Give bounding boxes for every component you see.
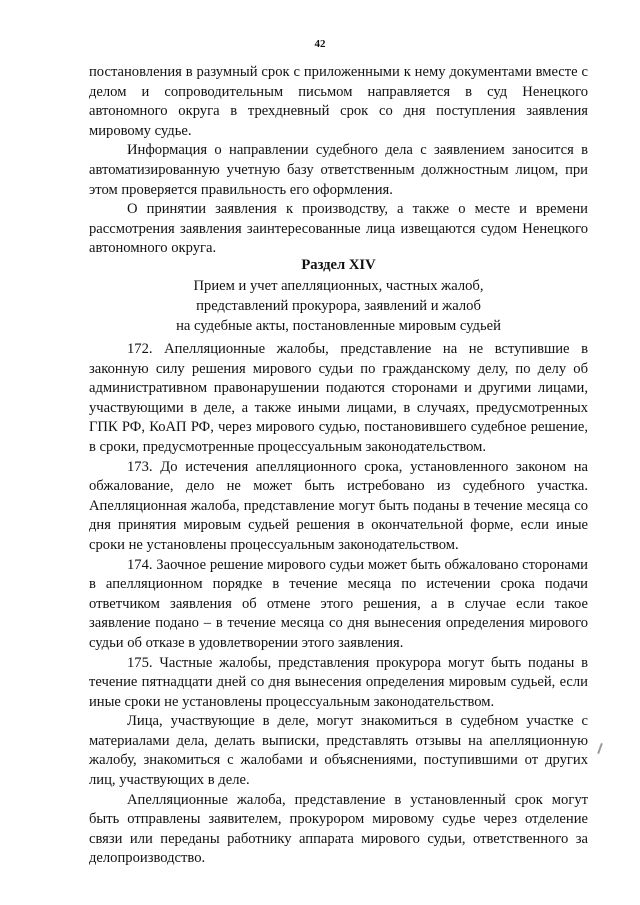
intro-text (89, 63, 588, 259)
clause-173: 173. До истечения апелляционного срока, установленного законом на обжалование, дело не может быть истребовано из судебного участка. Апелляционная жалоба, представление могут быть поданы в течение месяца со дня принятия мировым судьей решения в окончательной форме, если иные сроки не установлены процессуальным законодательством. (89, 458, 588, 553)
section-subtitle-line: представлений прокурора, заявлений и жалоб (196, 298, 481, 314)
paragraph: Апелляционные жалоба, представление в установленный срок могут быть отправлены заявителем, прокурором мировому судье через отделение связи или переданы работнику аппарата мирового судьи, ответственного за делопроизводство. (89, 791, 588, 867)
section-title: Раздел XIV (301, 257, 376, 273)
clause-174: 174. Заочное решение мирового судьи может быть обжаловано сторонами в апелляционном порядке в течение месяца по истечении срока подачи ответчиком заявления об отмене этого решения, а в случае если такое заявление подано – в течение месяца со дня вынесения определения мирового судьи об отказе в удовлетворении этого заявления. (89, 556, 588, 651)
paragraph-continuation: постановления в разумный срок с приложенными к нему документами вместе с делом и сопроводительным письмом направляется в суд Ненецкого автономного округа в трехдневный срок со дня поступления заявления мировому судье. (89, 64, 588, 139)
clause-172: 172. Апелляционные жалобы, представление на не вступившие в законную силу решения мирового судьи по гражданскому делу, по делу об административном правонарушении подаются сторонами и другими лицами, участвующими в деле, а также иными лицами, в случаях, предусмотренных ГПК РФ, КоАП РФ, через мирового судью, постановившего судебное решение, в сроки, предусмотренные процессуальным законодательством. (89, 341, 588, 455)
section-subtitle-line: Прием и учет апелляционных, частных жалоб, (193, 278, 484, 294)
section-subtitle-line: на судебные акты, постановленные мировым судьей (176, 318, 501, 334)
section-heading (89, 255, 588, 336)
page-number: 42 (314, 38, 326, 50)
paragraph: Информация о направлении судебного дела с заявлением заносится в автоматизированную учетную базу ответственным должностным лицом, при этом проверяется правильность его оформления. (89, 142, 588, 198)
paragraph: Лица, участвующие в деле, могут знакомиться в судебном участке с материалами дела, делать выписки, представлять отзывы на апелляционную жалобу, знакомиться с жалобами и объяснениями, поступившими от других лиц, участвующих в деле. (89, 713, 588, 789)
scan-margin-mark (597, 743, 603, 754)
paragraph: О принятии заявления к производству, а также о месте и времени рассмотрения заявления заинтересованные лица извещаются судом Ненецкого автономного округа. (89, 201, 588, 257)
section-text (89, 340, 588, 869)
clause-175: 175. Частные жалобы, представления прокурора могут быть поданы в течение пятнадцати дней со дня вынесения определения мировым судьей, если иные сроки не установлены процессуальным законодательством. (89, 654, 588, 710)
